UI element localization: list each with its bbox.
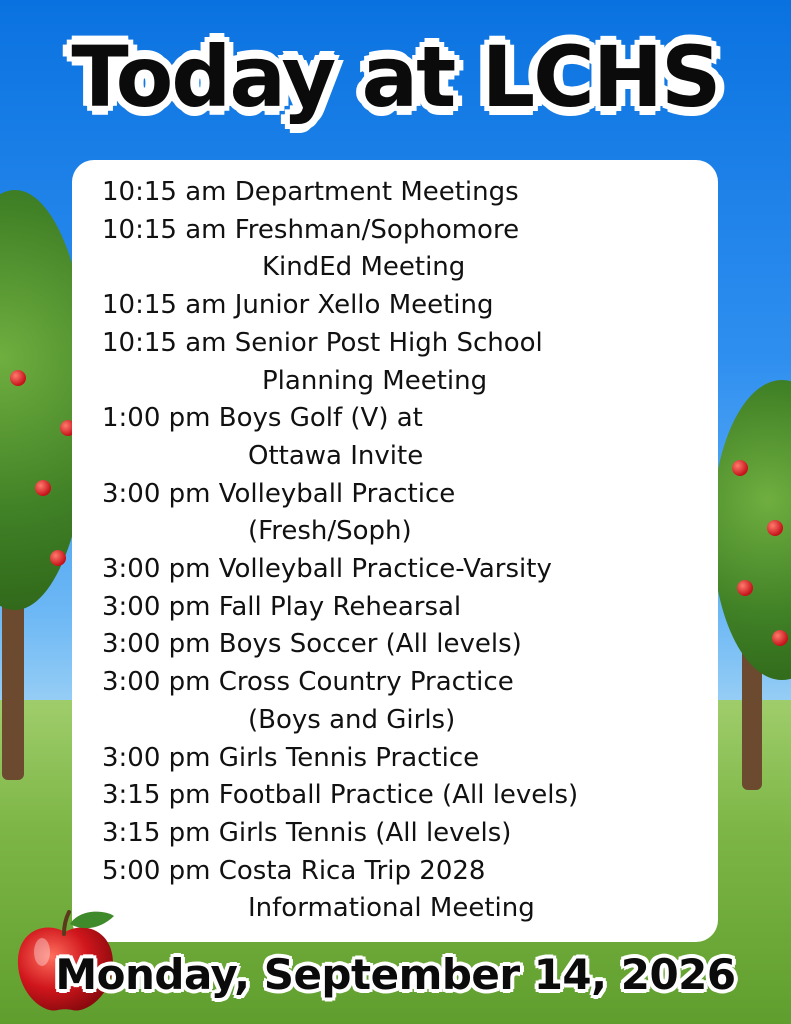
event-item — [102, 325, 718, 400]
event-item — [102, 212, 718, 287]
event-item — [102, 287, 718, 325]
event-time: 3:00 pm — [102, 554, 211, 585]
event-time: 10:15 am — [102, 327, 227, 358]
event-title: Volleyball Practice — [218, 478, 456, 509]
event-title-continued: Planning Meeting — [262, 365, 488, 396]
schedule-date: Monday, September 14, 2026 — [55, 950, 736, 999]
event-item — [102, 174, 718, 212]
event-time: 5:00 pm — [102, 855, 211, 886]
event-title: Department Meetings — [234, 177, 519, 207]
event-title-continued: KindEd Meeting — [262, 252, 466, 283]
event-title: Volleyball Practice-Varsity — [218, 554, 552, 585]
event-time: 3:00 pm — [102, 478, 211, 509]
event-item — [102, 400, 718, 475]
event-title-continued: Informational Meeting — [248, 893, 535, 924]
event-item — [102, 551, 718, 589]
event-title: Football Practice (All levels) — [218, 780, 579, 811]
event-item — [102, 664, 718, 739]
event-time: 3:15 pm — [102, 817, 211, 848]
event-title: Costa Rica Trip 2028 — [218, 855, 486, 886]
event-title-continued: (Fresh/Soph) — [248, 516, 412, 547]
event-item — [102, 476, 718, 551]
event-title: Freshman/Sophomore — [234, 214, 520, 245]
event-title: Cross Country Practice — [218, 667, 514, 698]
page-title: Today at LCHS — [71, 28, 720, 126]
event-time: 3:00 pm — [102, 742, 211, 773]
event-item — [102, 589, 718, 627]
event-title: Fall Play Rehearsal — [218, 591, 462, 622]
event-title-continued: Ottawa Invite — [248, 440, 424, 471]
event-title: Girls Tennis Practice — [218, 742, 480, 773]
event-title: Junior Xello Meeting — [234, 290, 494, 321]
event-title: Girls Tennis (All levels) — [218, 817, 512, 848]
event-time: 3:15 pm — [102, 780, 211, 811]
event-title: Senior Post High School — [234, 327, 543, 358]
event-title-continued: (Boys and Girls) — [248, 704, 456, 735]
apple-tree-right-icon — [712, 380, 791, 800]
event-time: 10:15 am — [102, 177, 227, 207]
event-time: 1:00 pm — [102, 403, 211, 434]
event-item — [102, 740, 718, 778]
event-item — [102, 853, 718, 928]
schedule-card — [72, 160, 718, 942]
event-item — [102, 626, 718, 664]
event-title: Boys Golf (V) at — [218, 403, 423, 434]
event-list — [72, 160, 718, 928]
event-time: 10:15 am — [102, 214, 227, 245]
event-time: 10:15 am — [102, 290, 227, 321]
event-time: 3:00 pm — [102, 667, 211, 698]
event-item — [102, 815, 718, 853]
event-time: 3:00 pm — [102, 591, 211, 622]
event-time: 3:00 pm — [102, 629, 211, 660]
event-title: Boys Soccer (All levels) — [218, 629, 522, 660]
event-item — [102, 777, 718, 815]
